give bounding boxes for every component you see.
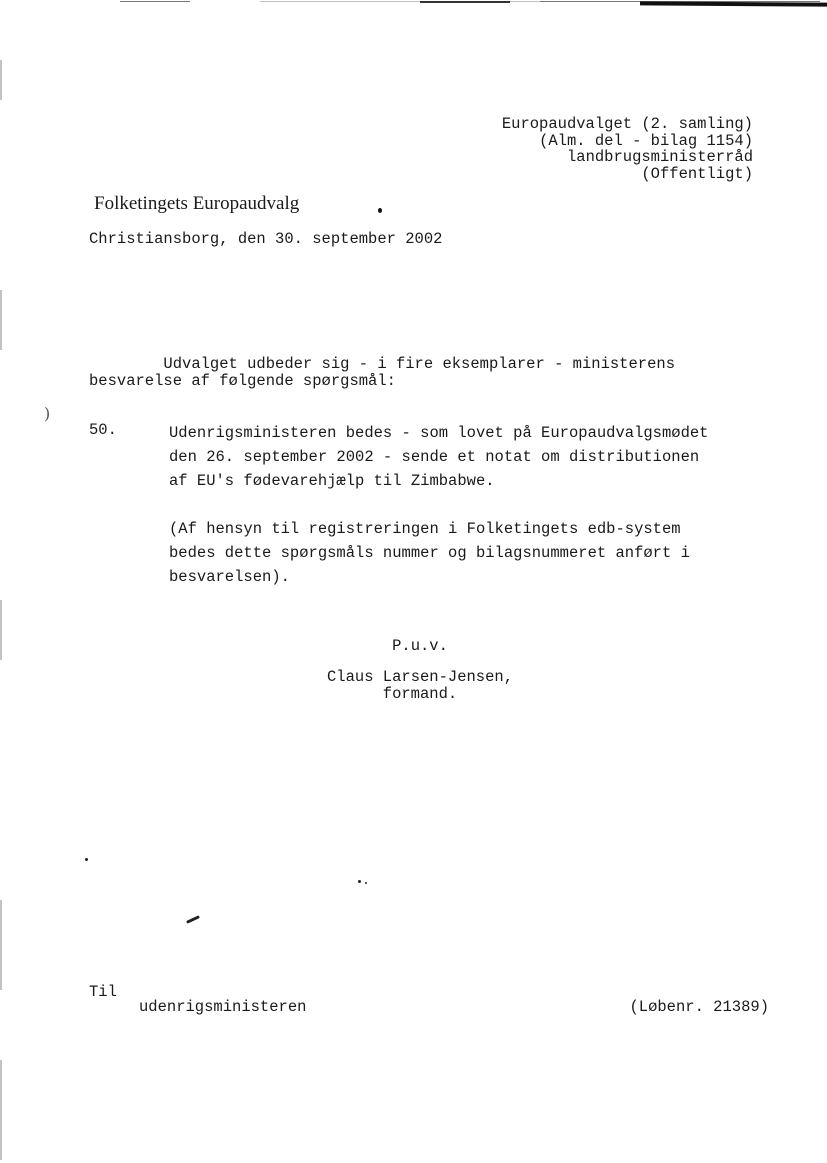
intro-paragraph: [89, 356, 675, 390]
ink-speck: [85, 858, 88, 861]
scan-left-edge: [0, 0, 2, 1163]
margin-mark: ): [44, 404, 51, 423]
intro-line-1: Udvalget udbeder sig - i fire eksemplarer - ministerens: [89, 355, 675, 373]
intro-line-2: besvarelse af følgende spørgsmål:: [89, 372, 396, 390]
note-line-1: (Af hensyn til registreringen i Folketingets edb-system: [169, 520, 681, 538]
ink-speck: [365, 882, 367, 884]
serial-number: (Løbenr. 21389): [629, 998, 769, 1016]
note-line-2: bedes dette spørgsmåls nummer og bilagsnummeret anført i: [169, 544, 690, 562]
reference-line-status: (Offentligt): [641, 164, 753, 183]
ink-speck: [358, 880, 361, 883]
question-line-2: den 26. september 2002 - sende et notat om distributionen: [169, 448, 700, 466]
signature-puv: P.u.v.: [392, 637, 448, 655]
reference-line-council: landbrugsministerråd: [566, 148, 753, 166]
ink-dot: [378, 208, 382, 213]
question-line-3: af EU's fødevarehjælp til Zimbabwe.: [169, 472, 495, 490]
document-reference-block: [502, 116, 753, 182]
registration-note: [169, 517, 690, 589]
scan-edge-artifact: [0, 0, 827, 8]
pen-stroke-mark: [186, 915, 200, 924]
recipient-label: Til: [89, 983, 117, 1001]
question-text: [169, 421, 709, 493]
signature-name: Claus Larsen-Jensen,: [326, 668, 514, 686]
reference-line-committee: Europaudvalget (2. samling): [501, 115, 753, 133]
reference-line-annex: (Alm. del - bilag 1154): [539, 131, 753, 150]
question-number: 50.: [89, 421, 117, 439]
organization-name: Folketingets Europaudvalg: [94, 193, 300, 214]
signature-title: formand.: [382, 685, 458, 703]
note-line-3: besvarelsen).: [169, 568, 290, 586]
recipient-name: udenrigsministeren: [139, 998, 307, 1016]
question-line-1: Udenrigsministeren bedes - som lovet på Europaudvalgsmødet: [169, 424, 709, 442]
date-line: Christiansborg, den 30. september 2002: [89, 230, 443, 248]
